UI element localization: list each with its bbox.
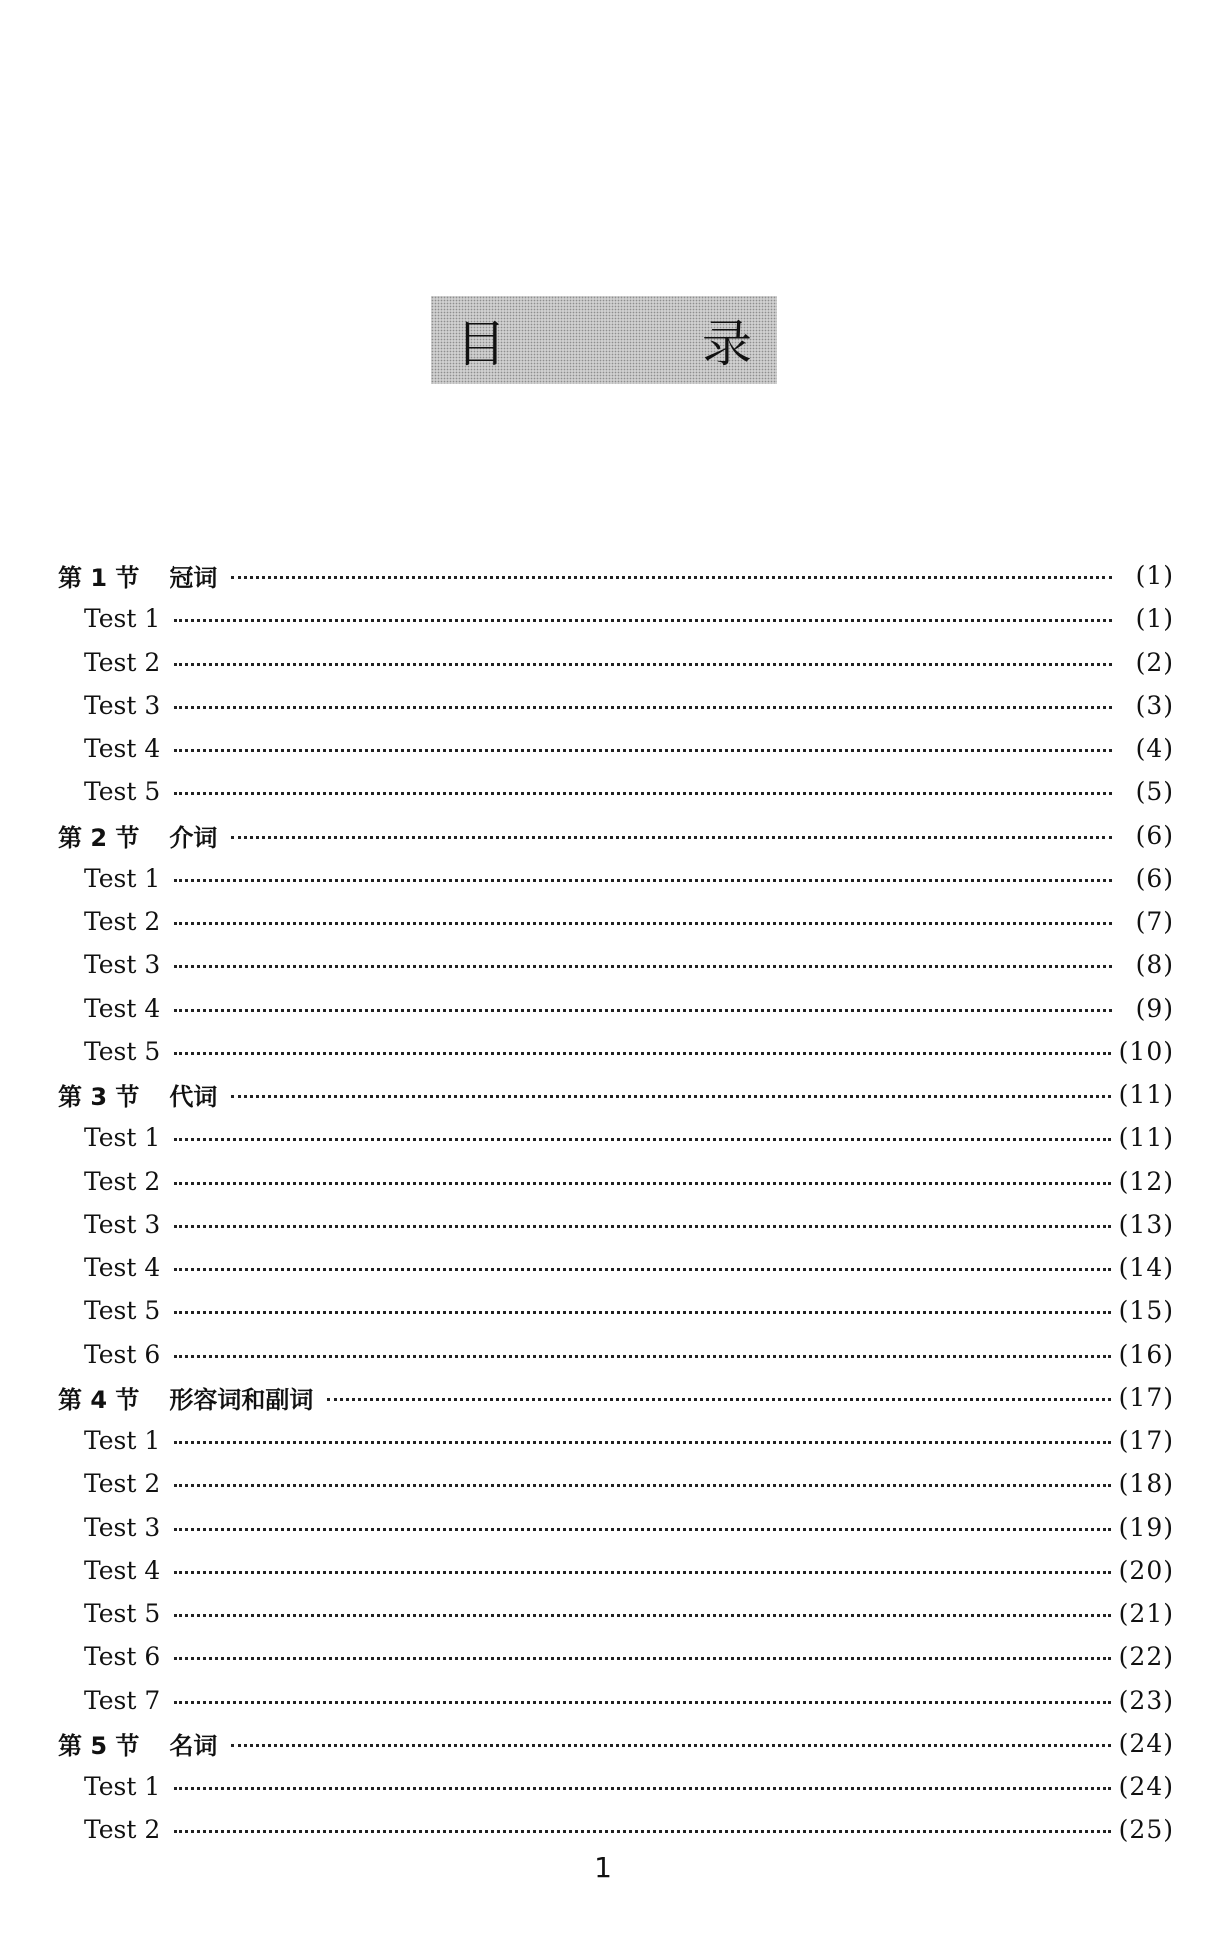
toc-test-label: Test 4: [84, 734, 161, 764]
toc-test-label: Test 4: [84, 993, 161, 1023]
toc-section-entry[interactable]: [58, 1073, 1174, 1116]
toc-section-entry[interactable]: [58, 1722, 1174, 1765]
toc-test-entry[interactable]: [58, 1506, 1174, 1549]
toc-page-ref: (18): [1118, 1469, 1174, 1499]
toc-test-label: Test 1: [84, 604, 161, 634]
toc-test-entry[interactable]: [58, 1635, 1174, 1678]
toc-test-label: Test 2: [84, 1166, 161, 1196]
toc-test-entry[interactable]: [58, 1549, 1174, 1592]
toc-page-ref: (4): [1135, 734, 1174, 764]
toc-dot-leader: [174, 1701, 1110, 1704]
toc-dot-leader: [174, 1225, 1110, 1228]
toc-dot-leader: [174, 1830, 1110, 1833]
toc-page-ref: (1): [1135, 604, 1174, 634]
toc-section-number: 第 4 节: [58, 1385, 140, 1414]
toc-dot-leader: [174, 1528, 1110, 1531]
toc-test-entry[interactable]: [58, 1030, 1174, 1073]
toc-page-ref: (24): [1118, 1772, 1174, 1802]
toc-test-entry[interactable]: [58, 987, 1174, 1030]
page-number: 1: [594, 1851, 612, 1884]
toc-page-ref: (6): [1135, 820, 1174, 850]
toc-dot-leader: [231, 1744, 1110, 1747]
toc-test-entry[interactable]: [58, 727, 1174, 770]
toc-test-entry[interactable]: [58, 1808, 1174, 1851]
toc-page-ref: (13): [1118, 1209, 1174, 1239]
toc-test-entry[interactable]: [58, 1679, 1174, 1722]
toc-test-label: Test 3: [84, 1512, 161, 1542]
toc-dot-leader: [231, 836, 1112, 839]
toc-section-name: 形容词和副词: [169, 1385, 314, 1414]
toc-page-ref: (15): [1118, 1296, 1174, 1326]
toc-page-ref: (2): [1135, 647, 1174, 677]
toc-dot-leader: [174, 1484, 1110, 1487]
toc-test-entry[interactable]: [58, 1289, 1174, 1332]
toc-test-entry[interactable]: [58, 1462, 1174, 1505]
toc-page-ref: (25): [1118, 1815, 1174, 1845]
toc-page-ref: (8): [1135, 950, 1174, 980]
toc-page-ref: (14): [1118, 1253, 1174, 1283]
toc-test-entry[interactable]: [58, 684, 1174, 727]
toc-dot-leader: [174, 1657, 1110, 1660]
toc-test-entry[interactable]: [58, 900, 1174, 943]
toc-dot-leader: [174, 706, 1112, 709]
toc-dot-leader: [174, 1138, 1110, 1141]
toc-dot-leader: [174, 619, 1112, 622]
toc-test-entry[interactable]: [58, 1765, 1174, 1808]
toc-test-entry[interactable]: [58, 1419, 1174, 1462]
toc-test-label: Test 5: [84, 1599, 161, 1629]
toc-dot-leader: [174, 1052, 1110, 1055]
toc-dot-leader: [174, 749, 1112, 752]
toc-test-label: Test 1: [84, 1123, 161, 1153]
toc-page-ref: (10): [1118, 1036, 1174, 1066]
toc-section-entry[interactable]: [58, 814, 1174, 857]
toc-page-ref: (24): [1118, 1728, 1174, 1758]
toc-section-number: 第 2 节: [58, 823, 140, 852]
toc-test-entry[interactable]: [58, 1160, 1174, 1203]
toc-test-label: Test 5: [84, 1296, 161, 1326]
toc-page-ref: (1): [1135, 561, 1174, 591]
toc-test-label: Test 6: [84, 1339, 161, 1369]
toc-dot-leader: [174, 1009, 1112, 1012]
toc-page-ref: (11): [1118, 1123, 1174, 1153]
toc-section-name: 名词: [169, 1731, 218, 1760]
toc-test-label: Test 1: [84, 1426, 161, 1456]
toc-dot-leader: [174, 922, 1112, 925]
toc-page-ref: (21): [1118, 1599, 1174, 1629]
toc-page-ref: (6): [1135, 863, 1174, 893]
toc-dot-leader: [174, 792, 1112, 795]
toc-test-entry[interactable]: [58, 1333, 1174, 1376]
toc-test-entry[interactable]: [58, 1592, 1174, 1635]
toc-test-entry[interactable]: [58, 1116, 1174, 1159]
toc-section-number: 第 3 节: [58, 1083, 140, 1112]
toc-section-name: 介词: [169, 823, 218, 852]
toc-test-label: Test 5: [84, 777, 161, 807]
toc-dot-leader: [327, 1398, 1110, 1401]
toc-test-label: Test 1: [84, 1772, 161, 1802]
toc-test-label: Test 3: [84, 1209, 161, 1239]
toc-test-label: Test 3: [84, 950, 161, 980]
toc-test-label: Test 2: [84, 1815, 161, 1845]
table-of-contents: [58, 554, 1174, 1852]
toc-test-entry[interactable]: [58, 770, 1174, 813]
toc-page-ref: (12): [1118, 1166, 1174, 1196]
toc-dot-leader: [174, 1614, 1110, 1617]
toc-dot-leader: [174, 663, 1112, 666]
title-box: [431, 296, 842, 384]
toc-section-label: [58, 818, 227, 853]
toc-test-entry[interactable]: [58, 597, 1174, 640]
toc-section-name: 代词: [169, 1083, 218, 1112]
toc-dot-leader: [174, 1311, 1110, 1314]
toc-section-name: 冠词: [169, 564, 218, 593]
toc-test-entry[interactable]: [58, 943, 1174, 986]
toc-page-ref: (9): [1135, 993, 1174, 1023]
toc-page-ref: (22): [1118, 1642, 1174, 1672]
toc-page-ref: (5): [1135, 777, 1174, 807]
toc-dot-leader: [174, 1571, 1110, 1574]
toc-test-label: Test 5: [84, 1036, 161, 1066]
toc-test-label: Test 6: [84, 1642, 161, 1672]
toc-page-ref: (19): [1118, 1512, 1174, 1542]
toc-section-label: [58, 1077, 227, 1112]
toc-section-label: [58, 1726, 227, 1761]
toc-test-label: Test 3: [84, 690, 161, 720]
toc-section-number: 第 1 节: [58, 564, 140, 593]
toc-test-label: Test 7: [84, 1685, 161, 1715]
toc-section-entry[interactable]: [58, 1376, 1174, 1419]
toc-test-label: Test 2: [84, 907, 161, 937]
toc-dot-leader: [174, 965, 1112, 968]
toc-test-entry[interactable]: [58, 641, 1174, 684]
toc-section-label: [58, 1380, 323, 1415]
toc-page-ref: (17): [1118, 1426, 1174, 1456]
toc-dot-leader: [174, 1182, 1110, 1185]
toc-section-entry[interactable]: [58, 554, 1174, 597]
toc-test-entry[interactable]: [58, 1203, 1174, 1246]
toc-dot-leader: [174, 1268, 1110, 1271]
toc-test-label: Test 4: [84, 1555, 161, 1585]
toc-page-ref: (20): [1118, 1555, 1174, 1585]
toc-dot-leader: [174, 1441, 1110, 1444]
toc-test-label: Test 4: [84, 1253, 161, 1283]
toc-dot-leader: [231, 1095, 1110, 1098]
toc-section-number: 第 5 节: [58, 1731, 140, 1760]
page-title: 目 录: [456, 315, 842, 373]
toc-page-ref: (16): [1118, 1339, 1174, 1369]
toc-dot-leader: [174, 1355, 1110, 1358]
toc-test-label: Test 2: [84, 1469, 161, 1499]
toc-test-entry[interactable]: [58, 857, 1174, 900]
toc-test-entry[interactable]: [58, 1246, 1174, 1289]
toc-test-label: Test 2: [84, 647, 161, 677]
toc-page-ref: (7): [1135, 907, 1174, 937]
toc-dot-leader: [174, 879, 1112, 882]
toc-section-label: [58, 558, 227, 593]
toc-page-ref: (11): [1118, 1080, 1174, 1110]
toc-page-ref: (17): [1118, 1382, 1174, 1412]
toc-dot-leader: [174, 1787, 1110, 1790]
toc-test-label: Test 1: [84, 863, 161, 893]
toc-page-ref: (23): [1118, 1685, 1174, 1715]
toc-dot-leader: [231, 576, 1112, 579]
toc-page-ref: (3): [1135, 690, 1174, 720]
